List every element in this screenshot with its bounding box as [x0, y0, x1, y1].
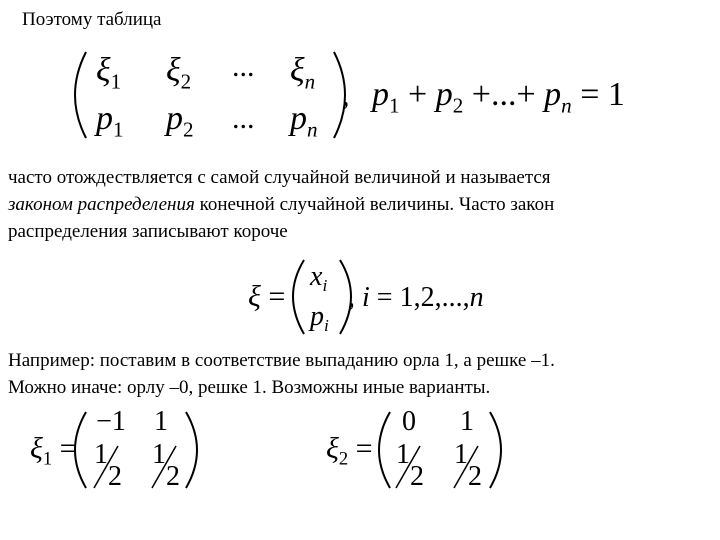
formula2-rhs: , i = 1,2,...,n — [348, 282, 484, 313]
example1-lhs: $\xi_1$ = — [30, 432, 77, 470]
term-italic: законом распределения — [8, 194, 195, 215]
example1-frac1-den: 2 — [108, 461, 122, 492]
example2-lhs: $\xi_2$ = — [326, 432, 373, 470]
paragraph1-line3: распределения записывают короче — [8, 221, 288, 242]
example1-left-paren — [75, 412, 86, 488]
paragraph1-line2: законом распределения конечной случайной величины. Часто закон — [8, 194, 555, 215]
example1-frac2-num: 1 — [152, 439, 166, 470]
paragraph2-line2: Можно иначе: орлу –0, решке 1. Возможны иные варианты. — [8, 377, 491, 398]
matrix1-left-paren — [75, 52, 86, 138]
example2-right-paren — [490, 412, 501, 488]
paragraph2 — [8, 347, 714, 401]
example2-frac1-den: 2 — [410, 461, 424, 492]
matrix1-row1-coln: $\xi_n$ — [290, 52, 316, 94]
sum-equation: $p_1 + p_2$ +...+ $p_n = 1$ — [372, 76, 625, 118]
matrix1-row1: $\xi_1$ — [96, 52, 122, 94]
paragraph2-line1: Например: поставим в соответствие выпаданию орла 1, а решке –1. — [8, 350, 555, 371]
example2-frac2-den: 2 — [468, 461, 482, 492]
paragraph1 — [8, 164, 714, 245]
formula2-left-paren — [293, 260, 304, 334]
matrix1-row1-dots: ... — [232, 50, 255, 83]
matrix1-row2-coln: $p_n$ — [290, 100, 318, 142]
example2-top-1: 0 — [402, 406, 416, 437]
example2-top-2: 1 — [460, 406, 474, 437]
example1-top-2: 1 — [154, 406, 168, 437]
matrix1-row2-col2: $p_2$ — [166, 100, 194, 142]
formula2-bottom: $p_i$ — [310, 301, 329, 336]
example1-right-paren — [186, 412, 197, 488]
example1-top-1: −1 — [96, 406, 126, 437]
paragraph1-line1: часто отождествляется с самой случайной величиной и называется — [8, 167, 551, 188]
matrix1-comma: , — [342, 79, 350, 112]
formula2-top: $x_i$ — [310, 261, 328, 296]
example2-frac1-num: 1 — [396, 439, 410, 470]
example2-frac2-num: 1 — [454, 439, 468, 470]
matrix1-row2: $p_1$ — [96, 100, 124, 142]
formula2-lhs: ξ = — [248, 280, 286, 313]
example2-left-paren — [379, 412, 390, 488]
matrix1-row1-col2: $\xi_2$ — [166, 52, 192, 94]
matrix1-row2-dots: ... — [232, 102, 255, 135]
example1-frac2-den: 2 — [166, 461, 180, 492]
example1-frac1-num: 1 — [94, 439, 108, 470]
heading: Поэтому таблица — [22, 9, 162, 30]
